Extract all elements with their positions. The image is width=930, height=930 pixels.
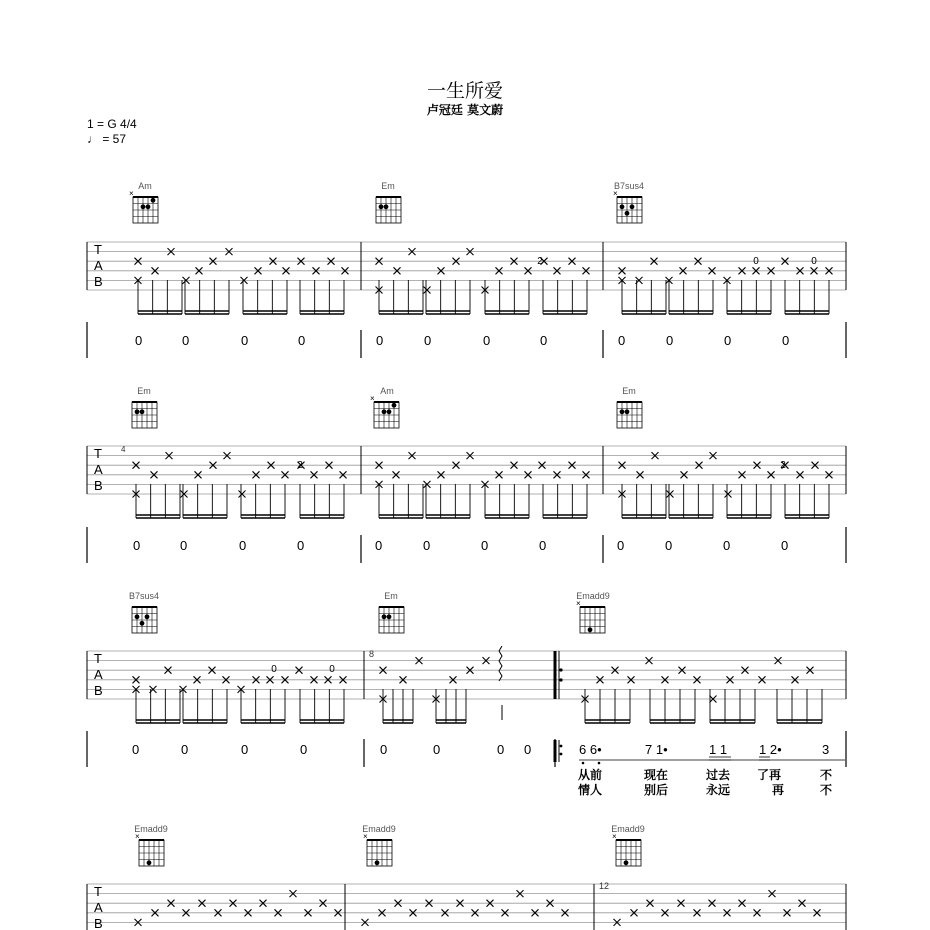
diagram-mute-mark: × (613, 189, 618, 198)
diagram-finger-dot (387, 614, 392, 619)
diagram-finger-dot (384, 204, 389, 209)
diagram-finger-dot (146, 204, 151, 209)
melody-note: 3 (822, 742, 830, 757)
chord-label: B7sus4 (128, 591, 160, 601)
tab-clef-t: T (94, 651, 102, 666)
chord-diagram (135, 832, 164, 866)
lyric: 情人 (578, 783, 603, 797)
diagram-finger-dot (140, 621, 145, 626)
diagram-mute-mark: × (135, 832, 140, 841)
measure-number: 12 (599, 881, 610, 891)
fret-number: 2 (537, 256, 543, 267)
diagram-finger-dot (382, 614, 387, 619)
chord-diagram (129, 189, 158, 223)
diagram-finger-dot (387, 409, 392, 414)
chord-diagram (132, 402, 157, 428)
lyric: 过去 (706, 768, 731, 782)
melody-note: 1 2• (759, 742, 782, 757)
lyric: 永远 (706, 783, 731, 797)
chord-label: Emadd9 (362, 824, 396, 834)
repeat-dot (560, 745, 563, 748)
diagram-finger-dot (620, 409, 625, 414)
diagram-finger-dot (588, 627, 593, 632)
diagram-finger-dot (625, 409, 630, 414)
repeat-dot (559, 668, 562, 671)
chord-diagram (617, 402, 642, 428)
diagram-finger-dot (624, 860, 629, 865)
song-title: 一生所爱 (426, 80, 503, 102)
chord-label: Em (381, 181, 395, 191)
diagram-finger-dot (140, 409, 145, 414)
melody-note: 7 1• (645, 742, 668, 757)
tab-clef-a: A (94, 667, 103, 682)
lyric: 不 (820, 768, 833, 782)
diagram-finger-dot (141, 204, 146, 209)
chord-label: Em (137, 386, 151, 396)
chord-label: Am (380, 386, 394, 396)
diagram-finger-dot (375, 860, 380, 865)
lyric: 再 (772, 783, 785, 797)
chord-diagram (379, 607, 404, 633)
lyric: 从前 (578, 768, 603, 782)
chord-diagram (132, 607, 157, 633)
chord-label: Emadd9 (134, 824, 168, 834)
chord-label: Em (384, 591, 398, 601)
chord-diagram (612, 832, 641, 866)
fret-number: 2 (780, 460, 786, 471)
repeat-dot (560, 753, 563, 756)
chord-label: Em (622, 386, 636, 396)
tab-clef-b: B (94, 683, 103, 698)
octave-dot (582, 762, 585, 765)
fret-number: 0 (753, 256, 759, 267)
measure-number: 8 (369, 649, 375, 659)
lyric: 不 (820, 783, 833, 797)
diagram-finger-dot (620, 204, 625, 209)
tab-clef-b: B (94, 274, 103, 289)
repeat-dot (559, 678, 562, 681)
chord-diagram (370, 394, 399, 428)
tab-clef-b: B (94, 916, 103, 930)
fret-number: 0 (329, 664, 335, 675)
diagram-finger-dot (135, 409, 140, 414)
diagram-finger-dot (379, 204, 384, 209)
diagram-finger-dot (382, 409, 387, 414)
octave-dot (598, 762, 601, 765)
lyric: 现在 (644, 768, 669, 782)
tab-clef-b: B (94, 478, 103, 493)
tab-clef-t: T (94, 242, 102, 257)
tab-clef-a: A (94, 258, 103, 273)
tab-clef-a: A (94, 900, 103, 915)
fret-number: 0 (271, 664, 277, 675)
diagram-mute-mark: × (612, 832, 617, 841)
measure-number: 4 (121, 445, 126, 454)
diagram-finger-dot (625, 211, 630, 216)
chord-label: Emadd9 (576, 591, 610, 601)
chord-diagram (376, 197, 401, 223)
tab-clef-t: T (94, 884, 102, 899)
fret-number: 0 (811, 256, 817, 267)
chord-diagram (576, 599, 605, 633)
tab-clef-a: A (94, 462, 103, 477)
diagram-mute-mark: × (129, 189, 134, 198)
melody-note: 6 6• (579, 742, 602, 757)
key-time-signature: 1 = G 4/4 (87, 117, 137, 131)
chord-label: B7sus4 (613, 181, 645, 191)
melody-note: 1 1 (709, 742, 728, 757)
diagram-mute-mark: × (363, 832, 368, 841)
diagram-mute-mark: × (576, 599, 581, 608)
chord-diagram (613, 189, 642, 223)
tempo-marking: ♩ = 57 (87, 132, 127, 146)
diagram-finger-dot (145, 614, 150, 619)
diagram-finger-dot (392, 403, 397, 408)
diagram-finger-dot (147, 860, 152, 865)
lyric: 了再 (757, 768, 782, 782)
chord-label: Emadd9 (611, 824, 645, 834)
lyric: 别后 (644, 783, 669, 797)
diagram-finger-dot (135, 614, 140, 619)
diagram-mute-mark: × (370, 394, 375, 403)
chord-label: Am (138, 181, 152, 191)
tab-clef-t: T (94, 446, 102, 461)
diagram-finger-dot (151, 198, 156, 203)
diagram-finger-dot (630, 204, 635, 209)
fret-number: 2 (297, 460, 303, 471)
song-artists: 卢冠廷 莫文蔚 (426, 103, 504, 117)
chord-diagram (363, 832, 392, 866)
